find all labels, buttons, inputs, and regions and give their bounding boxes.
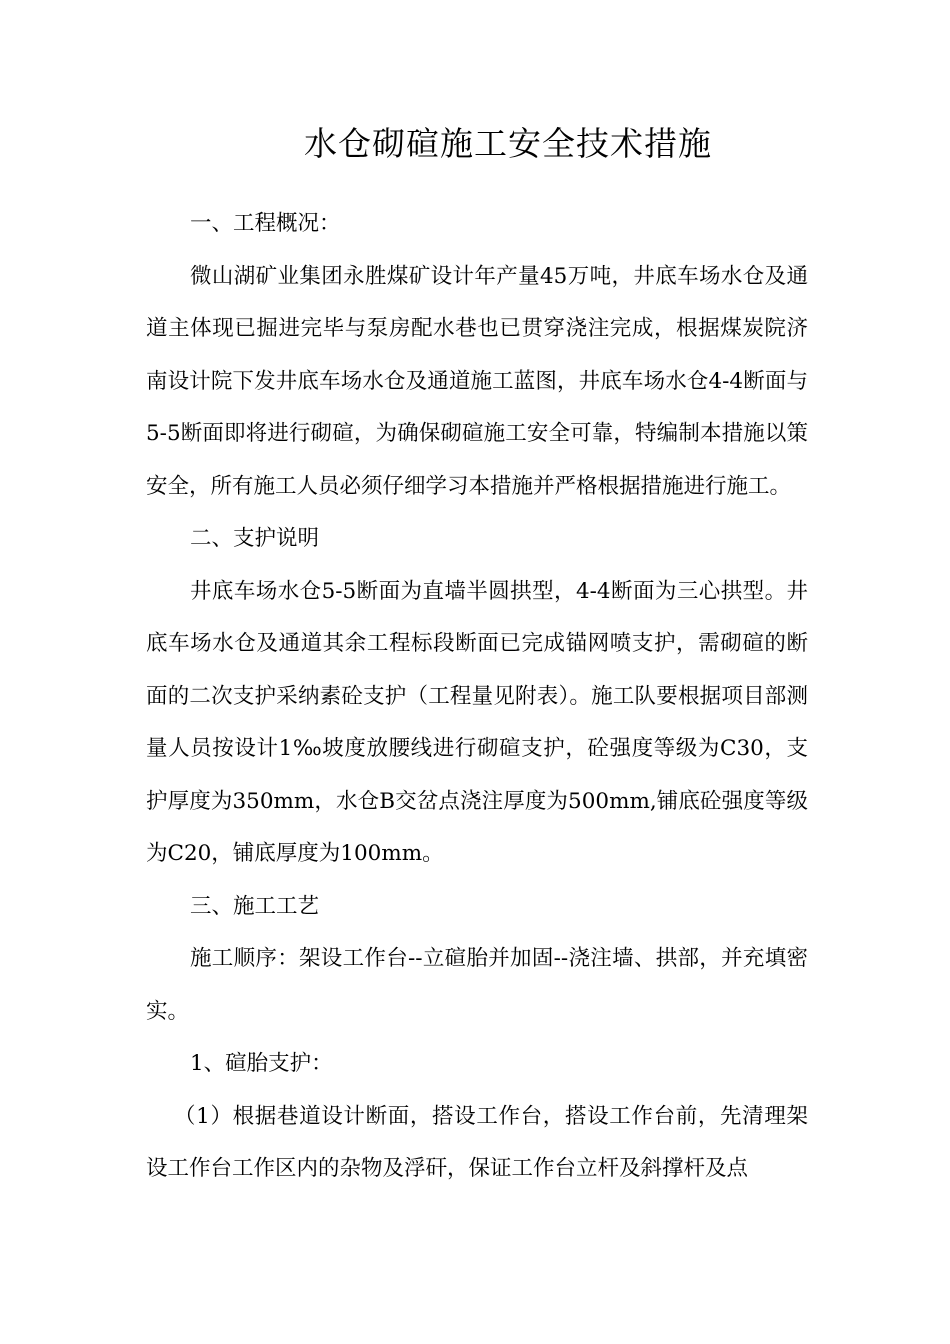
subsection-heading-arch-support: 1、碹胎支护： — [190, 1051, 333, 1076]
paragraph-step-1: （1）根据巷道设计断面，搭设工作台，搭设工作台前，先清理架设工作台工作区内的杂物及浮矸，保证工作台立杆及斜撑杆及点 — [146, 1103, 808, 1181]
section-heading-support: 二、支护说明 — [190, 526, 320, 551]
paragraph-support: 井底车场水仓5-5断面为直墙半圆拱型，4-4断面为三心拱型。井底车场水仓及通道其余工程标段断面已完成锚网喷支护，需砌碹的断面的二次支护采纳素砼支护（工程量见附表）。施工队要根据项目部测量人员按设计1‰坡度放腰线进行砌碹支护，砼强度等级为C30，支护厚度为350mm，水仓B交岔点浇注厚度为500mm,铺底砼强度等级为C20，铺底厚度为100mm。 — [146, 578, 808, 866]
paragraph-sequence: 施工顺序：架设工作台--立碹胎并加固--浇注墙、拱部，并充填密实。 — [146, 946, 808, 1024]
document-title: 水仓砌碹施工安全技术措施 — [304, 124, 712, 163]
section-heading-process: 三、施工工艺 — [190, 893, 320, 919]
paragraph-overview: 微山湖矿业集团永胜煤矿设计年产量45万吨，井底车场水仓及通道主体现已掘进完毕与泵房配水巷也已贯穿浇注完成，根据煤炭院济南设计院下发井底车场水仓及通道施工蓝图，井底车场水仓4-4断面与5-5断面即将进行砌碹，为确保砌碹施工安全可靠，特编制本措施以策安全，所有施工人员必须仔细学习本措施并严格根据措施进行施工。 — [146, 263, 808, 499]
section-heading-overview: 一、工程概况： — [190, 211, 341, 236]
document-body — [146, 198, 808, 1196]
